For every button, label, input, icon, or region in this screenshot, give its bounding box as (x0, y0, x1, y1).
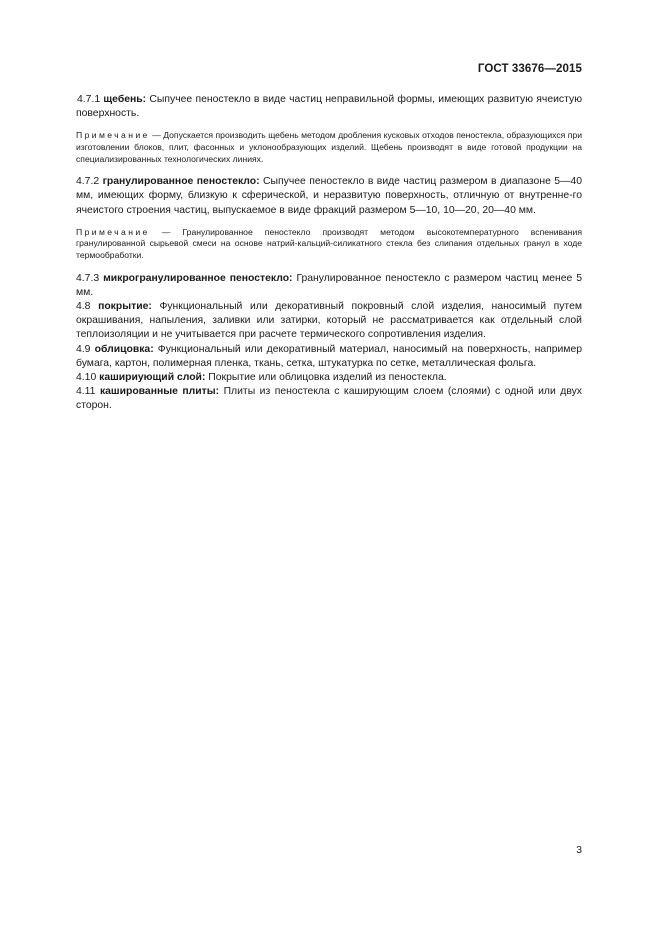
term: покрытие: (98, 300, 152, 312)
clause-number: 4.7.2 (76, 176, 100, 188)
note-text: — Гранулированное пеностекло производят методом высокотемпературного вспенивания гранулированной сырьевой смеси на основе натрий-кальций-силикатного стекла без слипания отдельных гранул в ходе термообработки. (76, 226, 582, 260)
definition-4-7-2 (76, 175, 582, 218)
term: щебень: (103, 94, 147, 105)
term: микрогранулированное пеностекло: (103, 272, 293, 284)
definition-text: Гранулированное пеностекло с размером частиц менее 5 мм. (76, 272, 583, 298)
document-body (76, 93, 582, 414)
definition-text: Функциональный или декоративный материал, наносимый на поверхность, например бумага, картон, полимерная пленка, ткань, сетка, штукатурка по сетке, металлическая фольга. (76, 343, 583, 369)
clause-number: 4.9 (76, 343, 91, 355)
definition-4-7-3 (76, 272, 582, 300)
clause-number: 4.7.1 (77, 94, 101, 105)
note-label: Примечание (76, 130, 150, 141)
definition-text: Покрытие или облицовка изделий из пеностекла. (208, 372, 447, 383)
note-1 (76, 130, 582, 165)
term: кашированные плиты: (99, 386, 220, 398)
note-text: — Допускается производить щебень методом дробления кусковых отходов пеностекла, образующихся при изготовлении блоков, плит, фасонных и уклонообразующих изделий. Щебень производят в виде готовой продукции на специализированных технологических линиях. (76, 130, 582, 164)
definition-4-7-1 (76, 93, 582, 121)
clause-number: 4.11 (76, 386, 96, 398)
definition-4-9 (76, 343, 582, 371)
clause-number: 4.7.3 (76, 272, 100, 284)
document-code: ГОСТ 33676—2015 (477, 63, 582, 75)
term: облицовка: (94, 343, 154, 355)
definition-text: Функциональный или декоративный покровный слой изделия, наносимый путем окрашивания, напыления, заливки или затирки, который не рассматривается как отдельный слой теплоизоляции и не учитывается при расчете термического сопротивления изделия. (76, 300, 582, 341)
page-number: 3 (576, 845, 582, 856)
definition-text: Сыпучее пеностекло в виде частиц неправильной формы, имеющих развитую ячеистую поверхность. (76, 94, 582, 120)
clause-number: 4.8 (76, 300, 91, 312)
definition-4-11 (76, 385, 582, 413)
note-label: Примечание (76, 226, 150, 237)
clause-number: 4.10 (76, 372, 97, 383)
definition-text: Сыпучее пеностекло в виде частиц размером в диапазоне 5—40 мм, имеющих форму, близкую к сферической, и неразвитую поверхность, отличную от внутренне-го ячеистого строения частиц, выпускаемое в виде фракций размером 5—10, 10—20, 20—40 мм. (76, 176, 583, 216)
term: кашириующий слой: (99, 372, 206, 383)
definition-text: Плиты из пеностекла с каширующим слоем (слоями) с одной или двух сторон. (76, 386, 582, 412)
definition-4-10 (76, 371, 582, 385)
term: гранулированное пеностекло: (102, 176, 260, 188)
definition-4-8 (76, 300, 582, 343)
note-2 (76, 227, 582, 262)
